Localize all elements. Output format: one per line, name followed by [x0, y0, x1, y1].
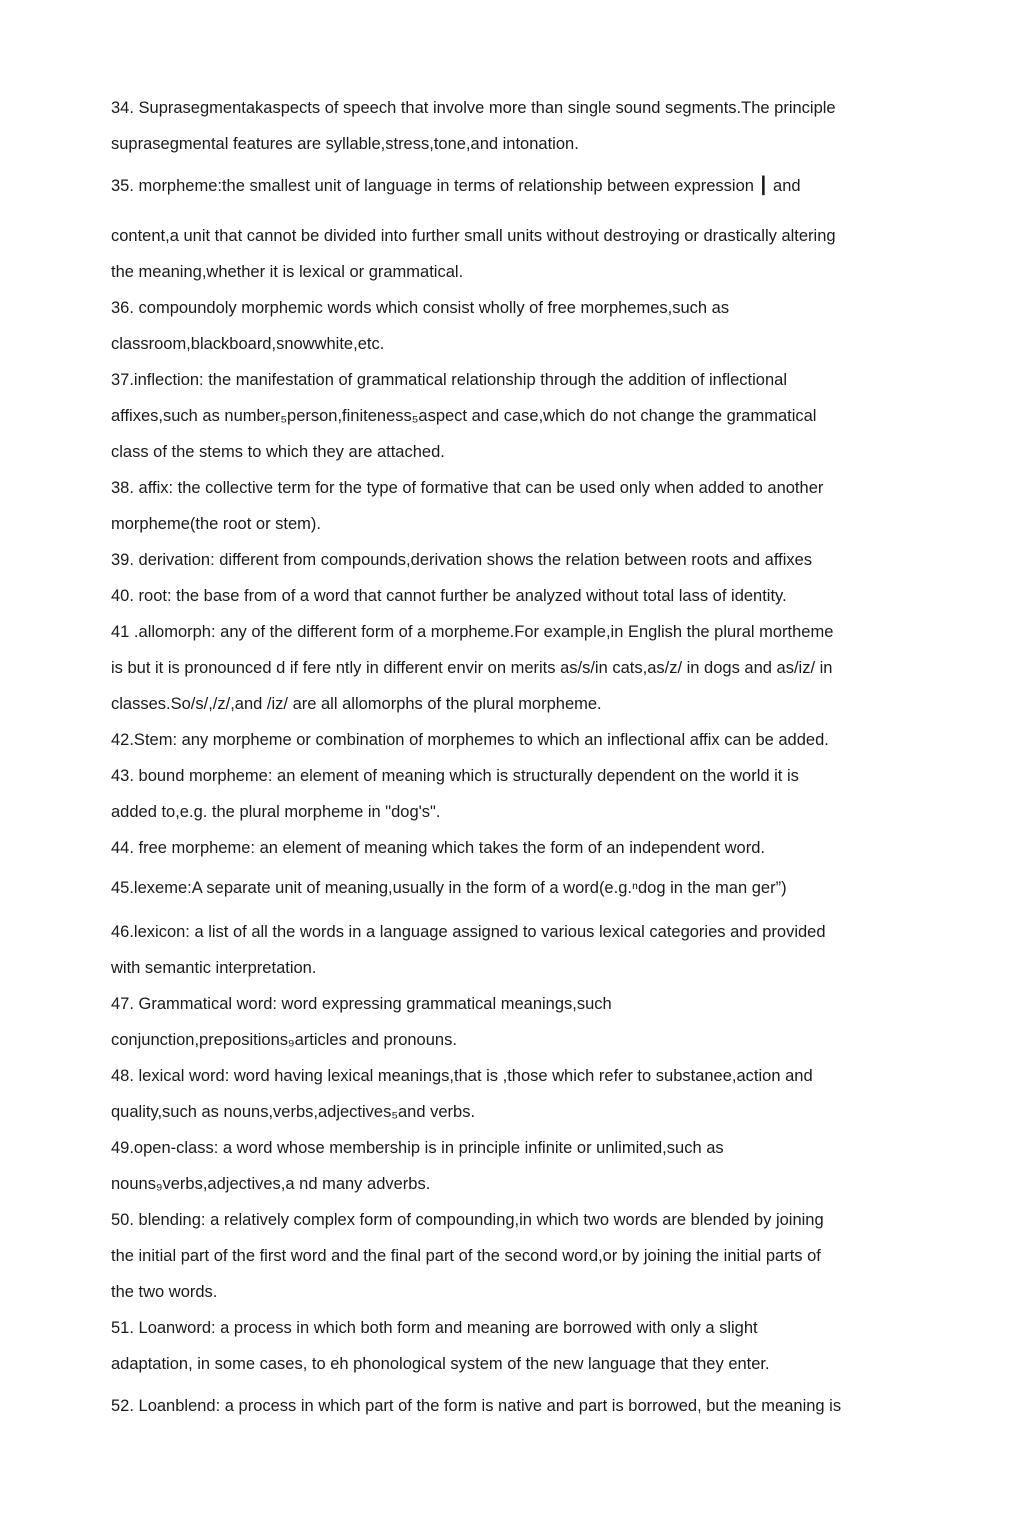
entry-37-line-2: affixes,such as number₅person,finiteness₅aspect and case,which do not change the grammatical: [111, 407, 817, 425]
entry-35-line-3: the meaning,whether it is lexical or grammatical.: [111, 263, 464, 281]
entry-34-line-2: suprasegmental features are syllable,stress,tone,and intonation.: [111, 135, 579, 153]
entry-40-line-1: 40. root: the base from of a word that cannot further be analyzed without total lass of identity.: [111, 587, 787, 605]
entry-41-line-2: is but it is pronounced d if fere ntly in different envir on merits as/s/in cats,as/z/ in dogs and as/iz/ in: [111, 659, 833, 677]
entry-50-line-2: the initial part of the first word and the final part of the second word,or by joining the initial parts of: [111, 1247, 821, 1265]
entry-49-line-1: 49.open-class: a word whose membership is in principle infinite or unlimited,such as: [111, 1139, 724, 1157]
entry-51-line-1: 51. Loanword: a process in which both form and meaning are borrowed with only a slight: [111, 1319, 758, 1337]
entry-39-line-1: 39. derivation: different from compounds,derivation shows the relation between roots and affixes: [111, 551, 813, 569]
entry-41-line-1: 41 .allomorph: any of the different form of a morpheme.For example,in English the plural mortheme: [111, 623, 834, 641]
entry-45-line-1: 45.lexeme:A separate unit of meaning,usually in the form of a word(e.g.ⁿdog in the man ger”): [111, 879, 787, 897]
entry-38-line-2: morpheme(the root or stem).: [111, 515, 321, 533]
entry-35-line-2: content,a unit that cannot be divided into further small units without destroying or drastically altering: [111, 227, 836, 245]
entry-41-line-3: classes.So/s/,/z/,and /iz/ are all allomorphs of the plural morpheme.: [111, 695, 602, 713]
entry-42-line-1: 42.Stem: any morpheme or combination of morphemes to which an inflectional affix can be added.: [111, 731, 829, 749]
entry-38-line-1: 38. affix: the collective term for the type of formative that can be used only when added to another: [111, 479, 824, 497]
entry-37-line-1: 37.inflection: the manifestation of grammatical relationship through the addition of inflectional: [111, 371, 787, 389]
entry-34-line-1: 34. Suprasegmentakaspects of speech that involve more than single sound segments.The principle: [111, 99, 836, 117]
entry-46-line-1: 46.lexicon: a list of all the words in a language assigned to various lexical categories and provided: [111, 923, 826, 941]
entry-48-line-1: 48. lexical word: word having lexical meanings,that is ,those which refer to substanee,action and: [111, 1067, 813, 1085]
entry-49-line-2: nouns₉verbs,adjectives,a nd many adverbs.: [111, 1175, 431, 1193]
entry-37-line-3: class of the stems to which they are attached.: [111, 443, 445, 461]
entry-47-line-2: conjunction,prepositions₉articles and pronouns.: [111, 1031, 457, 1049]
entry-36-line-2: classroom,blackboard,snowwhite,etc.: [111, 335, 385, 353]
entry-44-line-1: 44. free morpheme: an element of meaning which takes the form of an independent word.: [111, 839, 765, 857]
entry-35-line-1: 35. morpheme:the smallest unit of language in terms of relationship between expression ┃ and: [111, 177, 801, 195]
entry-43-line-1: 43. bound morpheme: an element of meaning which is structurally dependent on the world it is: [111, 767, 799, 785]
entry-52-line-1: 52. Loanblend: a process in which part of the form is native and part is borrowed, but the meaning is: [111, 1397, 842, 1415]
entry-47-line-1: 47. Grammatical word: word expressing grammatical meanings,such: [111, 995, 612, 1013]
entry-51-line-2: adaptation, in some cases, to eh phonological system of the new language that they enter.: [111, 1355, 770, 1373]
entry-50-line-3: the two words.: [111, 1283, 218, 1301]
entry-43-line-2: added to,e.g. the plural morpheme in "dog's".: [111, 803, 441, 821]
entry-46-line-2: with semantic interpretation.: [111, 959, 317, 977]
entry-50-line-1: 50. blending: a relatively complex form of compounding,in which two words are blended by joining: [111, 1211, 824, 1229]
entry-48-line-2: quality,such as nouns,verbs,adjectives₅and verbs.: [111, 1103, 476, 1121]
entry-36-line-1: 36. compoundoly morphemic words which consist wholly of free morphemes,such as: [111, 299, 730, 317]
